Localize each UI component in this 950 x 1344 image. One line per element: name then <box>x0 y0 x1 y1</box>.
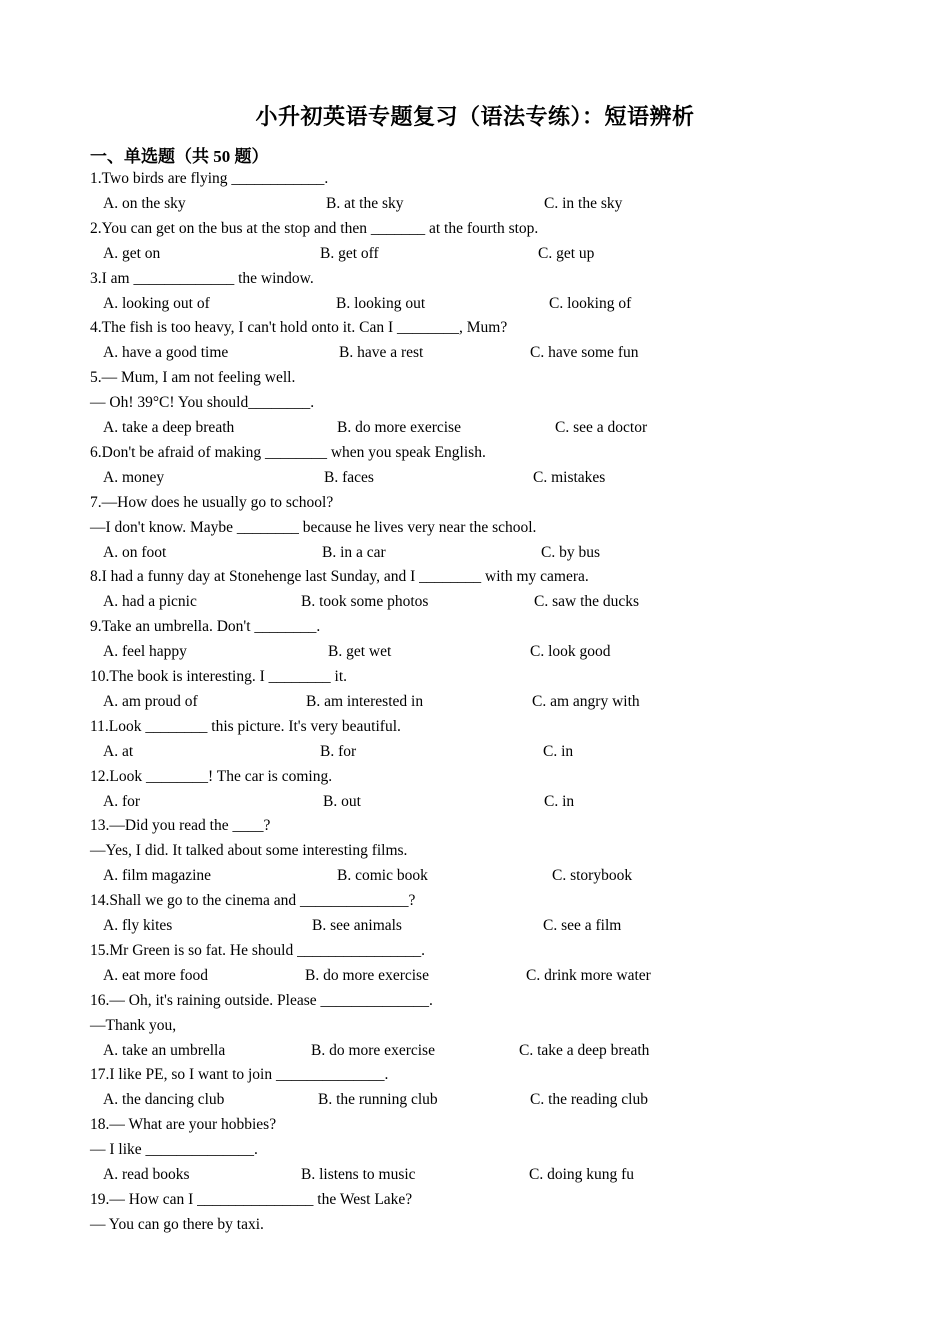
answer-option-b: B. get off <box>320 244 379 262</box>
question-stem: 6.Don't be afraid of making ________ when you speak English. <box>90 443 486 461</box>
answer-option-a: A. at <box>103 742 134 760</box>
answer-option-a: A. the dancing club <box>103 1091 225 1109</box>
answer-option-a: A. am proud of <box>103 692 198 710</box>
answer-option-c: C. get up <box>538 244 595 262</box>
question-dialogue-line: —I don't know. Maybe ________ because he lives very near the school. <box>90 518 537 536</box>
question-stem: 10.The book is interesting. I ________ it. <box>90 668 348 685</box>
answer-option-b: B. get wet <box>328 643 392 661</box>
answer-option-a: A. film magazine <box>103 867 212 885</box>
answer-option-a: A. had a picnic <box>103 593 197 611</box>
answer-option-a: A. looking out of <box>103 294 210 312</box>
answer-option-b: B. out <box>323 792 361 810</box>
answer-option-a: A. for <box>103 792 141 810</box>
question-stem: 18.— What are your hobbies? <box>90 1116 277 1134</box>
answer-option-b: B. faces <box>324 468 374 486</box>
answer-option-a: A. take a deep breath <box>103 419 235 436</box>
answer-option-b: B. listens to music <box>301 1166 416 1183</box>
question-stem: 19.— How can I _______________ the West Lake? <box>90 1190 413 1208</box>
answer-option-b: B. do more exercise <box>337 419 461 436</box>
document-title: 小升初英语专题复习（语法专练）：短语辨析 <box>255 104 695 129</box>
question-stem: 11.Look ________ this picture. It's very beautiful. <box>90 717 401 735</box>
answer-option-b: B. see animals <box>312 917 402 934</box>
question-dialogue-line: —Thank you, <box>90 1016 177 1034</box>
answer-option-a: A. have a good time <box>103 344 229 362</box>
question-stem: 14.Shall we go to the cinema and ______________? <box>90 892 416 910</box>
answer-option-c: C. saw the ducks <box>534 593 640 611</box>
answer-option-c: C. looking of <box>549 294 632 312</box>
answer-option-a: A. on foot <box>103 543 167 561</box>
question-stem: 9.Take an umbrella. Don't ________. <box>90 618 321 636</box>
answer-option-a: A. money <box>103 468 165 486</box>
answer-option-b: B. in a car <box>322 543 386 561</box>
answer-option-c: C. the reading club <box>530 1091 648 1109</box>
question-dialogue-line: — Oh! 39°C! You should________. <box>90 394 315 412</box>
answer-option-c: C. see a film <box>543 917 622 934</box>
answer-option-a: A. take an umbrella <box>103 1041 226 1059</box>
question-dialogue-line: — I like ______________. <box>90 1141 258 1159</box>
answer-option-a: A. read books <box>103 1166 190 1183</box>
answer-option-c: C. doing kung fu <box>529 1166 635 1183</box>
question-stem: 4.The fish is too heavy, I can't hold onto it. Can I ________, Mum? <box>90 319 508 337</box>
answer-option-c: C. storybook <box>552 867 633 885</box>
question-stem: 3.I am _____________ the window. <box>90 269 314 287</box>
answer-option-a: A. feel happy <box>103 643 187 661</box>
question-stem: 1.Two birds are flying ____________. <box>90 170 329 187</box>
answer-option-a: A. on the sky <box>103 194 186 212</box>
answer-option-c: C. see a doctor <box>555 419 648 436</box>
answer-option-b: B. for <box>320 742 357 760</box>
answer-option-c: C. mistakes <box>533 468 606 486</box>
question-stem: 2.You can get on the bus at the stop and then _______ at the fourth stop. <box>90 219 539 237</box>
answer-option-c: C. in the sky <box>544 194 623 212</box>
answer-option-c: C. by bus <box>541 543 600 561</box>
answer-option-c: C. look good <box>530 643 611 661</box>
question-stem: 12.Look ________! The car is coming. <box>90 767 333 785</box>
question-stem: 15.Mr Green is so fat. He should ________________. <box>90 941 425 959</box>
answer-option-c: C. in <box>543 742 574 760</box>
answer-option-b: B. am interested in <box>306 692 424 710</box>
answer-option-a: A. fly kites <box>103 917 173 934</box>
answer-option-b: B. at the sky <box>326 194 404 212</box>
answer-option-b: B. the running club <box>318 1091 438 1109</box>
question-stem: 17.I like PE, so I want to join ______________. <box>90 1066 389 1084</box>
answer-option-b: B. have a rest <box>339 344 424 362</box>
section-heading: 一、单选题（共 50 题） <box>90 147 269 166</box>
question-dialogue-line: —Yes, I did. It talked about some interesting films. <box>90 842 408 860</box>
question-stem: 13.—Did you read the ____? <box>90 817 271 835</box>
answer-option-c: C. in <box>544 792 575 810</box>
answer-option-b: B. do more exercise <box>305 966 429 984</box>
answer-option-b: B. looking out <box>336 294 426 312</box>
answer-option-a: A. get on <box>103 244 161 262</box>
question-stem: 16.— Oh, it's raining outside. Please ______________. <box>90 991 433 1009</box>
answer-option-b: B. do more exercise <box>311 1041 435 1059</box>
answer-option-b: B. took some photos <box>301 593 429 611</box>
answer-option-c: C. have some fun <box>530 344 639 362</box>
answer-option-a: A. eat more food <box>103 966 209 984</box>
question-stem: 5.— Mum, I am not feeling well. <box>90 369 296 387</box>
question-stem: 8.I had a funny day at Stonehenge last Sunday, and I ________ with my camera. <box>90 568 589 586</box>
question-dialogue-line: — You can go there by taxi. <box>90 1215 264 1233</box>
answer-option-c: C. take a deep breath <box>519 1041 650 1059</box>
answer-option-c: C. drink more water <box>526 966 651 984</box>
question-stem: 7.—How does he usually go to school? <box>90 493 334 511</box>
answer-option-c: C. am angry with <box>532 692 640 710</box>
answer-option-b: B. comic book <box>337 867 428 885</box>
